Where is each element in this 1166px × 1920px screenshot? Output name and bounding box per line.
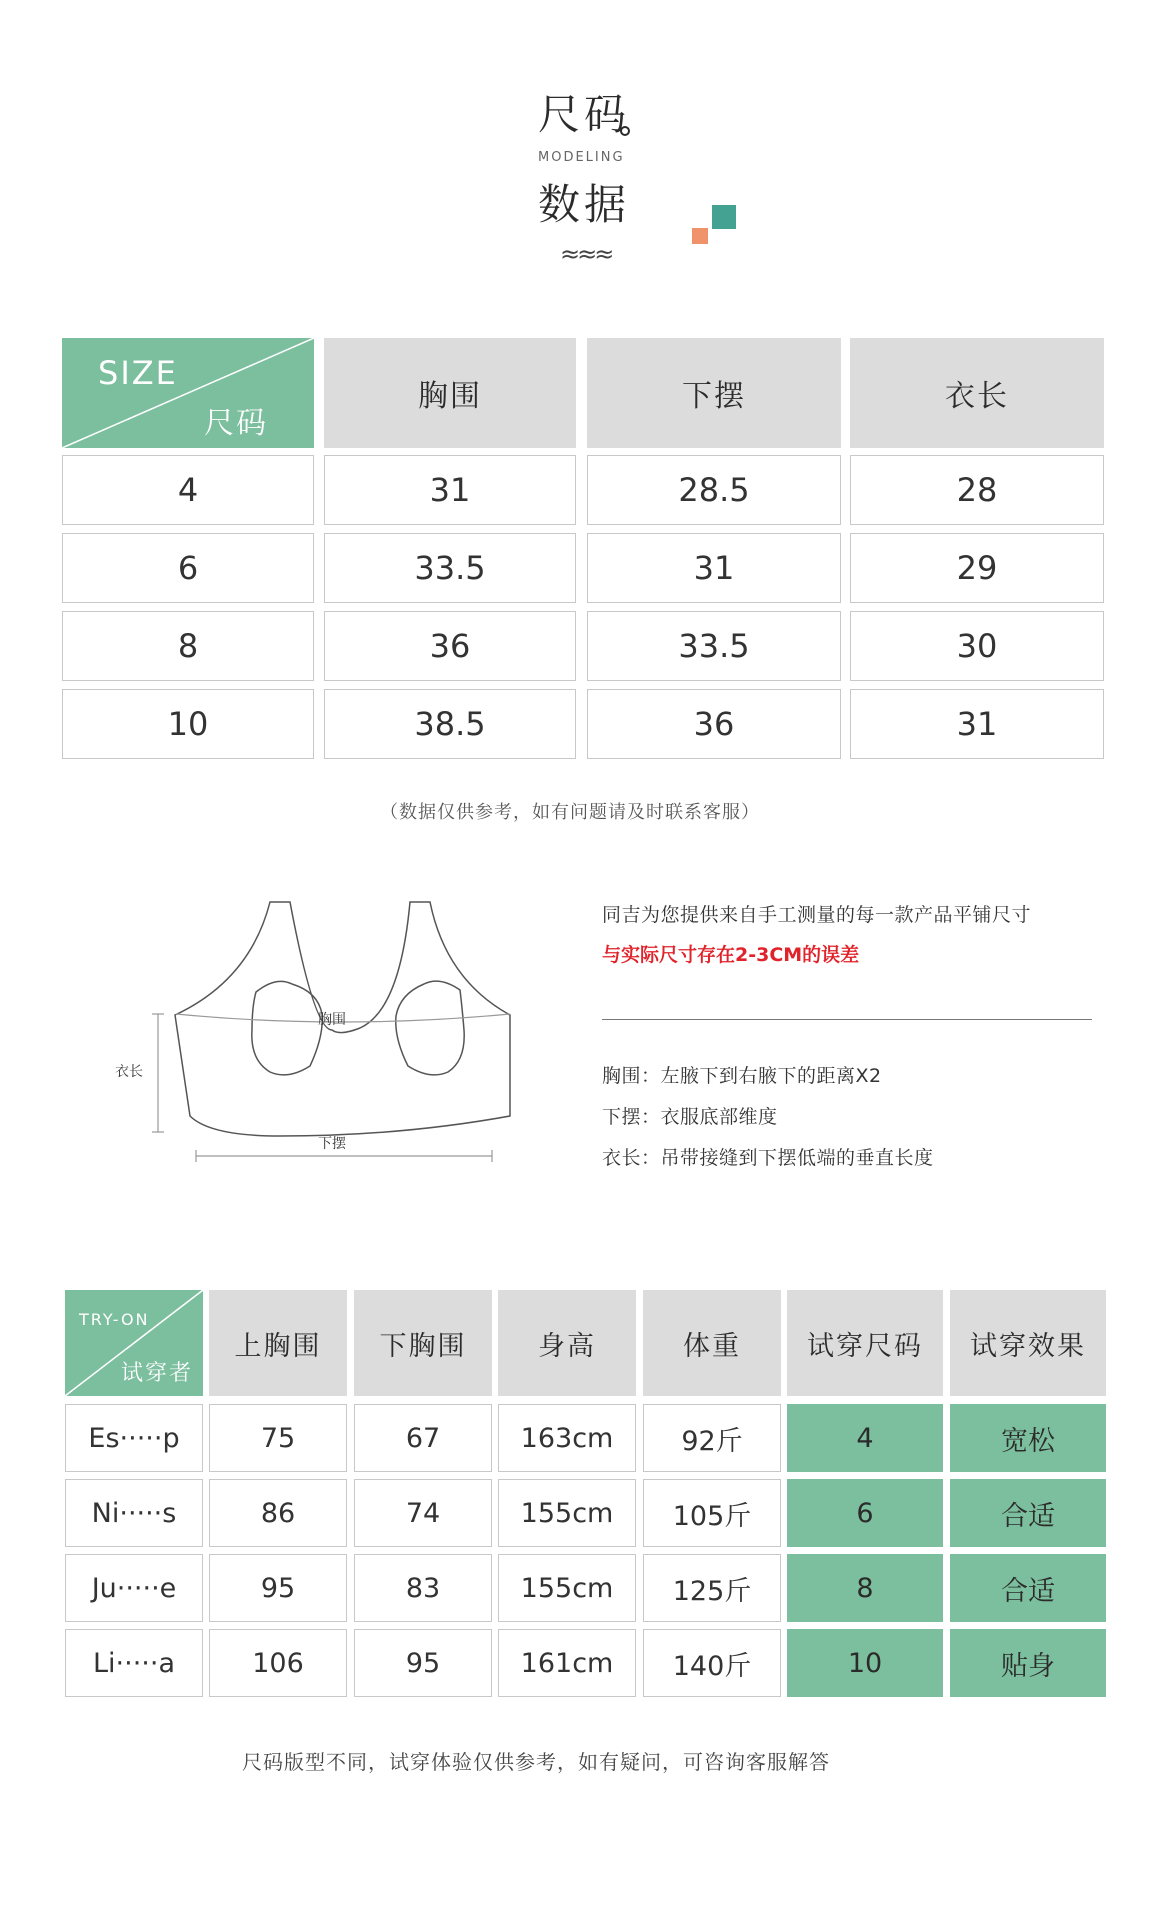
weight-cell: 92斤 [643, 1404, 781, 1472]
size-cell: 8 [62, 611, 314, 681]
diagram-label-length: 衣长 [115, 1064, 143, 1080]
height-cell: 163cm [498, 1404, 636, 1472]
fit-cell: 贴身 [950, 1629, 1106, 1697]
title-dot [620, 126, 630, 136]
tryon-size-cell: 8 [787, 1554, 943, 1622]
upper-bust-cell: 75 [209, 1404, 347, 1472]
def-hem: 下摆：衣服底部维度 [602, 1106, 778, 1128]
tester-name: Es·····p [65, 1404, 203, 1472]
length-cell: 29 [850, 533, 1104, 603]
diagram-label-hem: 下摆 [318, 1136, 346, 1152]
size-cell: 6 [62, 533, 314, 603]
tester-name: Ju·····e [65, 1554, 203, 1622]
col-header-hem: 下摆 [587, 338, 841, 448]
weight-cell: 105斤 [643, 1479, 781, 1547]
fit-cell: 合适 [950, 1554, 1106, 1622]
hem-cell: 28.5 [587, 455, 841, 525]
decor-square-orange [692, 228, 708, 244]
hem-cell: 33.5 [587, 611, 841, 681]
height-cell: 155cm [498, 1554, 636, 1622]
def-length: 衣长：吊带接缝到下摆低端的垂直长度 [602, 1147, 934, 1169]
length-cell: 28 [850, 455, 1104, 525]
under-bust-cell: 95 [354, 1629, 492, 1697]
corner-tryon-cn: 试穿者 [121, 1361, 194, 1386]
corner-tryon-en: TRY-ON [79, 1310, 150, 1329]
height-cell: 155cm [498, 1479, 636, 1547]
col-header-under-bust: 下胸围 [354, 1290, 492, 1396]
size-cell: 4 [62, 455, 314, 525]
col-header-upper-bust: 上胸围 [209, 1290, 347, 1396]
hem-cell: 36 [587, 689, 841, 759]
col-header-height: 身高 [498, 1290, 636, 1396]
length-cell: 31 [850, 689, 1104, 759]
height-cell: 161cm [498, 1629, 636, 1697]
def-chest: 胸围：左腋下到右腋下的距离X2 [602, 1065, 882, 1087]
col-header-fit: 试穿效果 [950, 1290, 1106, 1396]
chest-cell: 33.5 [324, 533, 576, 603]
upper-bust-cell: 106 [209, 1629, 347, 1697]
col-header-chest: 胸围 [324, 338, 576, 448]
fit-cell: 宽松 [950, 1404, 1106, 1472]
title-top: 尺码 [538, 90, 631, 139]
diagram-intro: 同吉为您提供来自手工测量的每一款产品平铺尺寸 [602, 904, 1032, 926]
col-header-tryon-size: 试穿尺码 [787, 1290, 943, 1396]
corner-size-en: SIZE [98, 354, 178, 392]
tester-name: Li·····a [65, 1629, 203, 1697]
diagram-label-chest: 胸围 [318, 1012, 346, 1028]
hem-cell: 31 [587, 533, 841, 603]
tester-name: Ni·····s [65, 1479, 203, 1547]
subtitle: MODELING [538, 150, 625, 165]
diagram-warning: 与实际尺寸存在2-3CM的误差 [602, 944, 860, 966]
tryon-size-cell: 4 [787, 1404, 943, 1472]
title-bottom: 数据 [538, 180, 631, 229]
tryon-size-cell: 10 [787, 1629, 943, 1697]
corner-size-cn: 尺码 [204, 406, 268, 441]
chest-cell: 31 [324, 455, 576, 525]
tryon-size-cell: 6 [787, 1479, 943, 1547]
tryon-table-corner [65, 1290, 203, 1396]
under-bust-cell: 83 [354, 1554, 492, 1622]
diagram-divider [602, 1019, 1092, 1020]
under-bust-cell: 74 [354, 1479, 492, 1547]
size-table-corner [62, 338, 314, 448]
weight-cell: 125斤 [643, 1554, 781, 1622]
size-table-note: （数据仅供参考，如有问题请及时联系客服） [380, 802, 760, 823]
col-header-length: 衣长 [850, 338, 1104, 448]
decor-square-teal [712, 205, 736, 229]
wave-icon: ≈≈≈ [560, 240, 612, 268]
upper-bust-cell: 86 [209, 1479, 347, 1547]
weight-cell: 140斤 [643, 1629, 781, 1697]
tryon-note: 尺码版型不同，试穿体验仅供参考，如有疑问，可咨询客服解答 [242, 1750, 830, 1774]
fit-cell: 合适 [950, 1479, 1106, 1547]
col-header-weight: 体重 [643, 1290, 781, 1396]
chest-cell: 38.5 [324, 689, 576, 759]
under-bust-cell: 67 [354, 1404, 492, 1472]
size-cell: 10 [62, 689, 314, 759]
chest-cell: 36 [324, 611, 576, 681]
length-cell: 30 [850, 611, 1104, 681]
upper-bust-cell: 95 [209, 1554, 347, 1622]
